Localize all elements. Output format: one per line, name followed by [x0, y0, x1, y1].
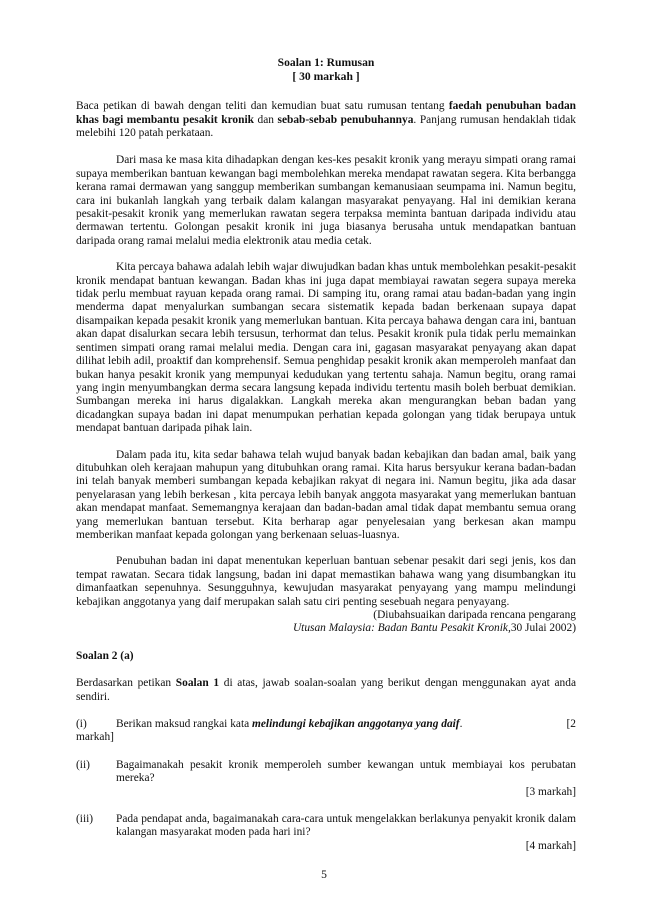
page-content	[76, 56, 576, 853]
instruction-text: Berdasarkan petikan	[76, 677, 176, 690]
question-2a-title: Soalan 2 (a)	[76, 649, 134, 662]
sub-question-number: (ii)	[76, 758, 90, 771]
marks-label: [2	[566, 718, 576, 731]
instruction-bold-topic: faedah penubuhan badan khas bagi membantu pesakit kronik	[76, 100, 576, 126]
sub-question-iii	[76, 813, 576, 853]
source-citation-line-2	[76, 622, 576, 635]
passage-paragraph-1: Dari masa ke masa kita dihadapkan dengan kes-kes pesakit kronik yang merayu simpati orang ramai supaya memberikan bantuan kewangan bagi membolehkan mereka mendapat rawatan segera. Kita berbangga kerana ramai dermawan yang sanggup memberikan sumbangan kemanusiaan seumpama ini. Namun begitu, cara ini bukanlah langkah yang terbaik dalam kalangan masyarakat penyayang. Hal ini demikian kerana pesakit-pesakit kronik yang memerlukan rawatan segera terpaksa meminta bantuan daripada individu atau dermawan tertentu. Golongan pesakit kronik ini juga biasanya berusaha untuk mendapatkan bantuan daripada orang ramai melalui media elektronik atau media cetak.	[76, 154, 576, 247]
sub-question-text: Pada pendapat anda, bagaimanakah cara-cara untuk mengelakkan berlakunya penyakit kronik dalam kalangan masyarakat moden pada hari ini?	[116, 813, 576, 839]
sub-question-number: (iii)	[76, 813, 94, 826]
instruction-text: . Panjang rumusan hendaklah tidak melebihi 120 patah perkataan.	[76, 113, 576, 139]
source-citation-line-1: (Diubahsuaikan daripada rencana pengarang	[373, 609, 576, 621]
question-1-marks: [ 30 markah ]	[292, 69, 360, 83]
sub-question-ii	[76, 759, 576, 799]
passage-paragraph-3: Dalam pada itu, kita sedar bahawa telah wujud banyak badan kebajikan dan badan amal, baik yang ditubuhkan oleh kerajaan mahupun yang ditubuhkan orang ramai. Kita harus bersyukur kerana badan-badan ini telah banyak memberi sumbangan kepada kebajikan rakyat di negara ini. Namun begitu, jika ada dasar penyelarasan yang lebih berkesan , kita percaya lebih banyak anggota masyarakat yang memerlukan bantuan akan mendapat manfaat. Sememangnya kerajaan dan badan-badan amal tidak dapat membantu semua orang yang memerlukan bantuan tersebut. Kita berharap agar penyelesaian yang berkesan akan mampu memberikan manfaat kepada golongan yang berkenaan seluas-luasnya.	[76, 448, 576, 541]
sub-question-i	[76, 718, 576, 745]
sub-question-text: Bagaimanakah pesakit kronik memperoleh sumber kewangan untuk membiayai kos perubatan mereka?	[116, 758, 576, 785]
instruction-text: dan	[253, 113, 278, 126]
source-date: 30 Julai 2002)	[510, 622, 576, 635]
summary-instruction	[76, 100, 576, 140]
question-phrase: melindungi kebajikan anggotanya yang daif	[252, 718, 460, 731]
marks-label: [3 markah]	[525, 785, 576, 798]
passage-paragraph-4: Penubuhan badan ini dapat menentukan keperluan bantuan sebenar pesakit dari segi jenis, kos dan tempat rawatan. Secara tidak langsung, badan ini dapat memastikan bahawa wang yang disumbangkan itu dimanfaatkan sepenuhnya. Sesungguhnya, kewujudan masyarakat penyayang yang mampu melindungi kebajikan anggotanya yang daif merupakan salah satu ciri penting sesebuah negara penyayang.	[76, 555, 576, 608]
marks-label-continued: markah]	[76, 731, 114, 744]
marks-label: [4 markah]	[525, 839, 576, 852]
instruction-bold-reference: Soalan 1	[175, 677, 220, 690]
instruction-text: di atas, jawab soalan-soalan yang berikut dengan menggunakan ayat anda sendiri.	[76, 677, 577, 703]
question-2a-instruction	[76, 677, 576, 704]
question-1-title: Soalan 1: Rumusan	[277, 56, 375, 69]
instruction-bold-reasons: sebab-sebab penubuhannya	[277, 113, 414, 126]
question-text: .	[459, 718, 463, 731]
passage-paragraph-2: Kita percaya bahawa adalah lebih wajar diwujudkan badan khas untuk membolehkan pesakit-pesakit kronik mendapat bantuan kewangan. Badan khas ini juga dapat membiayai rawatan segera supaya mereka tidak perlu membuat rayuan kepada orang ramai. Di samping itu, orang ramai atau badan-badan yang ingin menderma dapat menyalurkan sumbangan secara sistematik kepada badan berkenaan supaya dapat disampaikan kepada pesakit kronik yang memerlukan bantuan. Kita percaya bahawa dengan cara ini, bantuan akan dapat disalurkan secara lebih tersusun, terhormat dan telus. Pesakit kronik pula tidak perlu memainkan sentimen simpati orang ramai melalui media. Dengan cara ini, gagasan masyarakat penyayang akan dapat dilihat lebih adil, proaktif dan komprehensif. Semua penghidap pesakit kronik akan memperoleh manfaat dan bukan hanya pesakit kronik yang mempunyai kedudukan yang tertentu sahaja. Namun begitu, orang ramai yang ingin menyumbangkan derma secara langsung kepada individu tertentu masih boleh berbuat demikian. Sumbangan mereka ini harus digalakkan. Langkah mereka akan mengurangkan beban badan yang dicadangkan supaya badan ini dapat menumpukan perhatian kepada golongan yang tidak berupaya untuk mendapat bantuan daripada pihak lain.	[76, 261, 576, 435]
question-text: Berikan maksud rangkai kata	[116, 718, 253, 731]
source-publication: Utusan Malaysia: Badan Bantu Pesakit Kronik,	[292, 622, 511, 635]
sub-question-number: (i)	[76, 718, 87, 731]
instruction-text: Baca petikan di bawah dengan teliti dan kemudian buat satu rumusan tentang	[76, 100, 449, 113]
sub-question-text	[116, 718, 576, 731]
page-number: 5	[321, 868, 327, 881]
